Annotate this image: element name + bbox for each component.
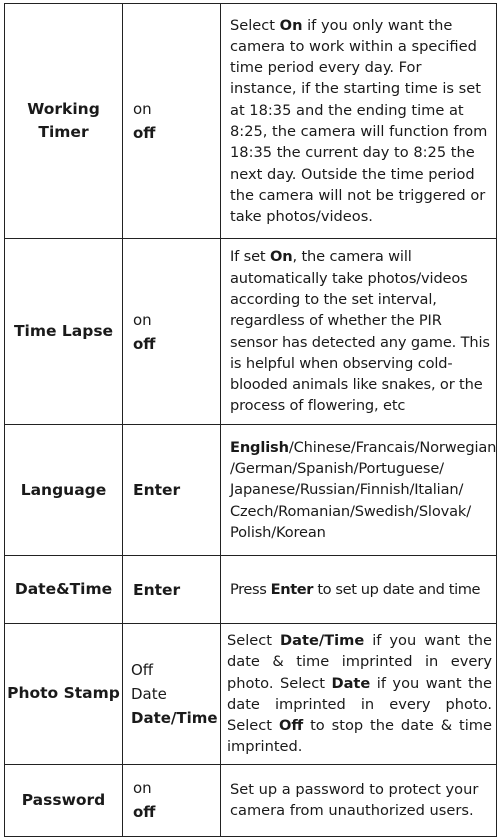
table-row (5, 624, 497, 765)
table-row (5, 4, 497, 239)
table-row (5, 425, 497, 556)
keyword: Date (331, 674, 371, 692)
options-cell (123, 624, 221, 765)
option-enter: Enter (133, 481, 181, 499)
option-on: on (133, 100, 152, 118)
setting-name: Working (27, 100, 100, 118)
description-cell: Select On if you only want the camera to work within a specified time period every day. For instance, if the starting time is set at 18:35 and the ending time at 8:25, the camera will function from 18:35 the current day to 8:25 the next day. Outside the time period the camera will not be triggered or take photos/videos. (221, 4, 497, 239)
setting-name-cell (5, 4, 123, 239)
table-row (5, 764, 497, 836)
setting-name: Time Lapse (13, 322, 114, 340)
option-date-time: Date/Time (131, 708, 218, 727)
keyword: On (279, 16, 303, 34)
setting-name-cell (5, 764, 123, 836)
table-row (5, 556, 497, 624)
setting-name: Language (20, 480, 107, 499)
option-off: off (133, 124, 156, 142)
option-off: off (133, 803, 156, 822)
setting-name: Timer (38, 123, 89, 141)
settings-table (4, 3, 497, 837)
description-cell: Press Enter to set up date and time (221, 556, 497, 624)
description-cell: Select Date/Time if you want the date & time imprinted in every photo. Select Date if you want the date imprinted in every photo. Select Off to stop the date & time imprinted. (221, 624, 497, 765)
keyword: English (230, 438, 289, 456)
setting-name-cell (5, 624, 123, 765)
description-cell: If set On, the camera will automatically take photos/videos according to the set interval, regardless of whether the PIR sensor has detected any game. This is helpful when observing cold-blooded animals like snakes, or the process of flowering, etc (221, 239, 497, 425)
setting-name-cell (5, 556, 123, 624)
keyword: Off (278, 717, 304, 735)
description-cell: English/Chinese/Francais/Norwegian /German/Spanish/Portuguese/ Japanese/Russian/Finnish/Italian/ Czech/Romanian/Swedish/Slovak/ Polish/Korean (221, 425, 497, 556)
description-cell: Set up a password to protect your camera from unauthorized users. (221, 764, 497, 836)
option-off: off (133, 334, 156, 353)
options-cell (123, 425, 221, 556)
options-cell (123, 239, 221, 425)
option-date: Date (131, 684, 167, 703)
keyword: Enter (270, 580, 314, 598)
options-cell (123, 556, 221, 624)
setting-name: Password (21, 790, 106, 809)
option-on: on (133, 779, 152, 798)
table-row (5, 239, 497, 425)
setting-name: Date&Time (14, 580, 113, 598)
option-off: Off (131, 660, 154, 679)
setting-name-cell (5, 239, 123, 425)
setting-name-cell (5, 425, 123, 556)
options-cell (123, 4, 221, 239)
option-on: on (133, 310, 152, 329)
keyword: On (269, 248, 293, 266)
options-cell (123, 764, 221, 836)
setting-name: Photo Stamp (7, 684, 120, 703)
option-enter: Enter (133, 580, 181, 599)
keyword: Date/Time (280, 632, 365, 649)
